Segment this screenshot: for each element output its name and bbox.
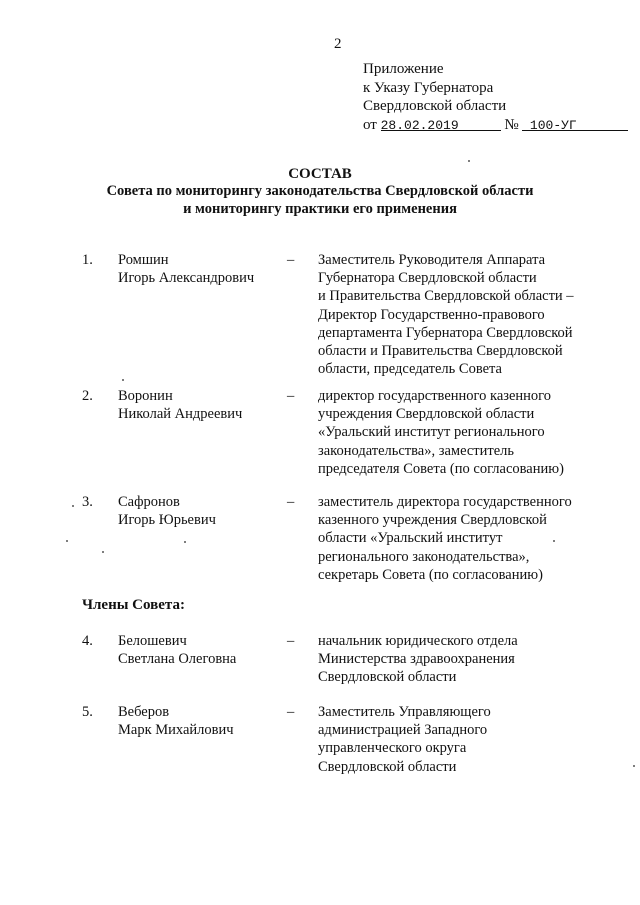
member-dash: –	[287, 633, 295, 649]
member-surname: Ромшин	[118, 252, 169, 268]
member-name	[118, 387, 242, 423]
document-subtitle	[0, 183, 640, 218]
member-number: 2.	[82, 388, 93, 404]
appendix-block	[363, 60, 628, 134]
role-line: Заместитель Управляющего	[318, 704, 491, 720]
member-role	[318, 251, 610, 378]
scan-speck	[553, 540, 555, 542]
member-surname: Воронин	[118, 388, 173, 404]
role-line: Министерства здравоохранения	[318, 651, 515, 668]
member-surname: Веберов	[118, 704, 170, 720]
member-dash: –	[287, 494, 295, 510]
appendix-line-1: Приложение	[363, 61, 444, 77]
role-line: учреждения Свердловской области	[318, 406, 535, 423]
member-role	[318, 632, 610, 687]
document-title: СОСТАВ	[288, 166, 352, 182]
member-name	[118, 703, 234, 739]
subtitle-line-1: Совета по мониторингу законодательства Свердловской области	[106, 183, 534, 199]
decree-date: 28.02.2019	[380, 117, 459, 133]
member-given-names: Марк Михайлович	[118, 722, 234, 739]
member-number: 5.	[82, 704, 93, 720]
member-given-names: Игорь Юрьевич	[118, 512, 216, 529]
scan-speck	[468, 160, 470, 162]
date-blank	[381, 116, 501, 131]
role-line: Свердловской области	[318, 669, 457, 686]
member-given-names: Николай Андреевич	[118, 406, 243, 423]
member-surname: Сафронов	[118, 494, 180, 510]
member-dash: –	[287, 252, 295, 268]
member-number: 4.	[82, 633, 93, 649]
role-line: управленческого округа	[318, 740, 467, 757]
appendix-line-3: Свердловской области	[363, 98, 507, 114]
role-line: департамента Губернатора Свердловской	[318, 324, 573, 341]
role-line: администрацией Западного	[318, 722, 488, 739]
role-line: области «Уральский институт	[318, 530, 503, 547]
role-line: регионального законодательства»,	[318, 548, 530, 565]
member-given-names: Игорь Александрович	[118, 270, 255, 287]
page-number: 2	[334, 36, 342, 52]
scan-speck	[122, 379, 124, 381]
role-line: области и Правительства Свердловской	[318, 343, 563, 360]
role-line: законодательства», заместитель	[318, 442, 515, 459]
role-line: заместитель директора государственного	[318, 494, 572, 510]
role-line: Директор Государственно-правового	[318, 306, 545, 323]
number-blank	[522, 116, 628, 131]
role-line: Заместитель Руководителя Аппарата	[318, 252, 546, 268]
role-line: председателя Совета (по согласованию)	[318, 460, 564, 477]
decree-number: 100-УГ	[529, 117, 577, 133]
member-given-names: Светлана Олеговна	[118, 651, 237, 668]
member-name	[118, 251, 254, 287]
date-prefix: от	[363, 116, 377, 133]
scan-speck	[72, 505, 74, 507]
scan-speck	[102, 551, 104, 553]
member-surname: Белошевич	[118, 633, 187, 649]
member-name	[118, 493, 216, 529]
number-sign: №	[504, 116, 519, 133]
role-line: «Уральский институт регионального	[318, 424, 545, 441]
appendix-date-line	[363, 116, 628, 135]
member-dash: –	[287, 388, 295, 404]
member-number: 1.	[82, 252, 93, 268]
role-line: и Правительства Свердловской области –	[318, 288, 574, 305]
member-role	[318, 703, 610, 776]
role-line: начальник юридического отдела	[318, 633, 518, 649]
role-line: казенного учреждения Свердловской	[318, 512, 547, 529]
appendix-line-2: к Указу Губернатора	[363, 79, 494, 96]
member-role	[318, 493, 610, 584]
role-line: секретарь Совета (по согласованию)	[318, 566, 543, 583]
scan-speck	[633, 765, 635, 767]
subtitle-line-2: и мониторингу практики его применения	[183, 200, 457, 217]
member-role	[318, 387, 610, 478]
role-line: Губернатора Свердловской области	[318, 270, 537, 287]
member-number: 3.	[82, 494, 93, 510]
member-dash: –	[287, 704, 295, 720]
role-line: области, председатель Совета	[318, 361, 502, 378]
scan-speck	[66, 540, 68, 542]
scan-speck	[184, 541, 186, 543]
role-line: директор государственного казенного	[318, 388, 552, 404]
council-members-heading: Члены Совета:	[82, 597, 185, 613]
member-name	[118, 632, 236, 668]
role-line: Свердловской области	[318, 758, 457, 775]
